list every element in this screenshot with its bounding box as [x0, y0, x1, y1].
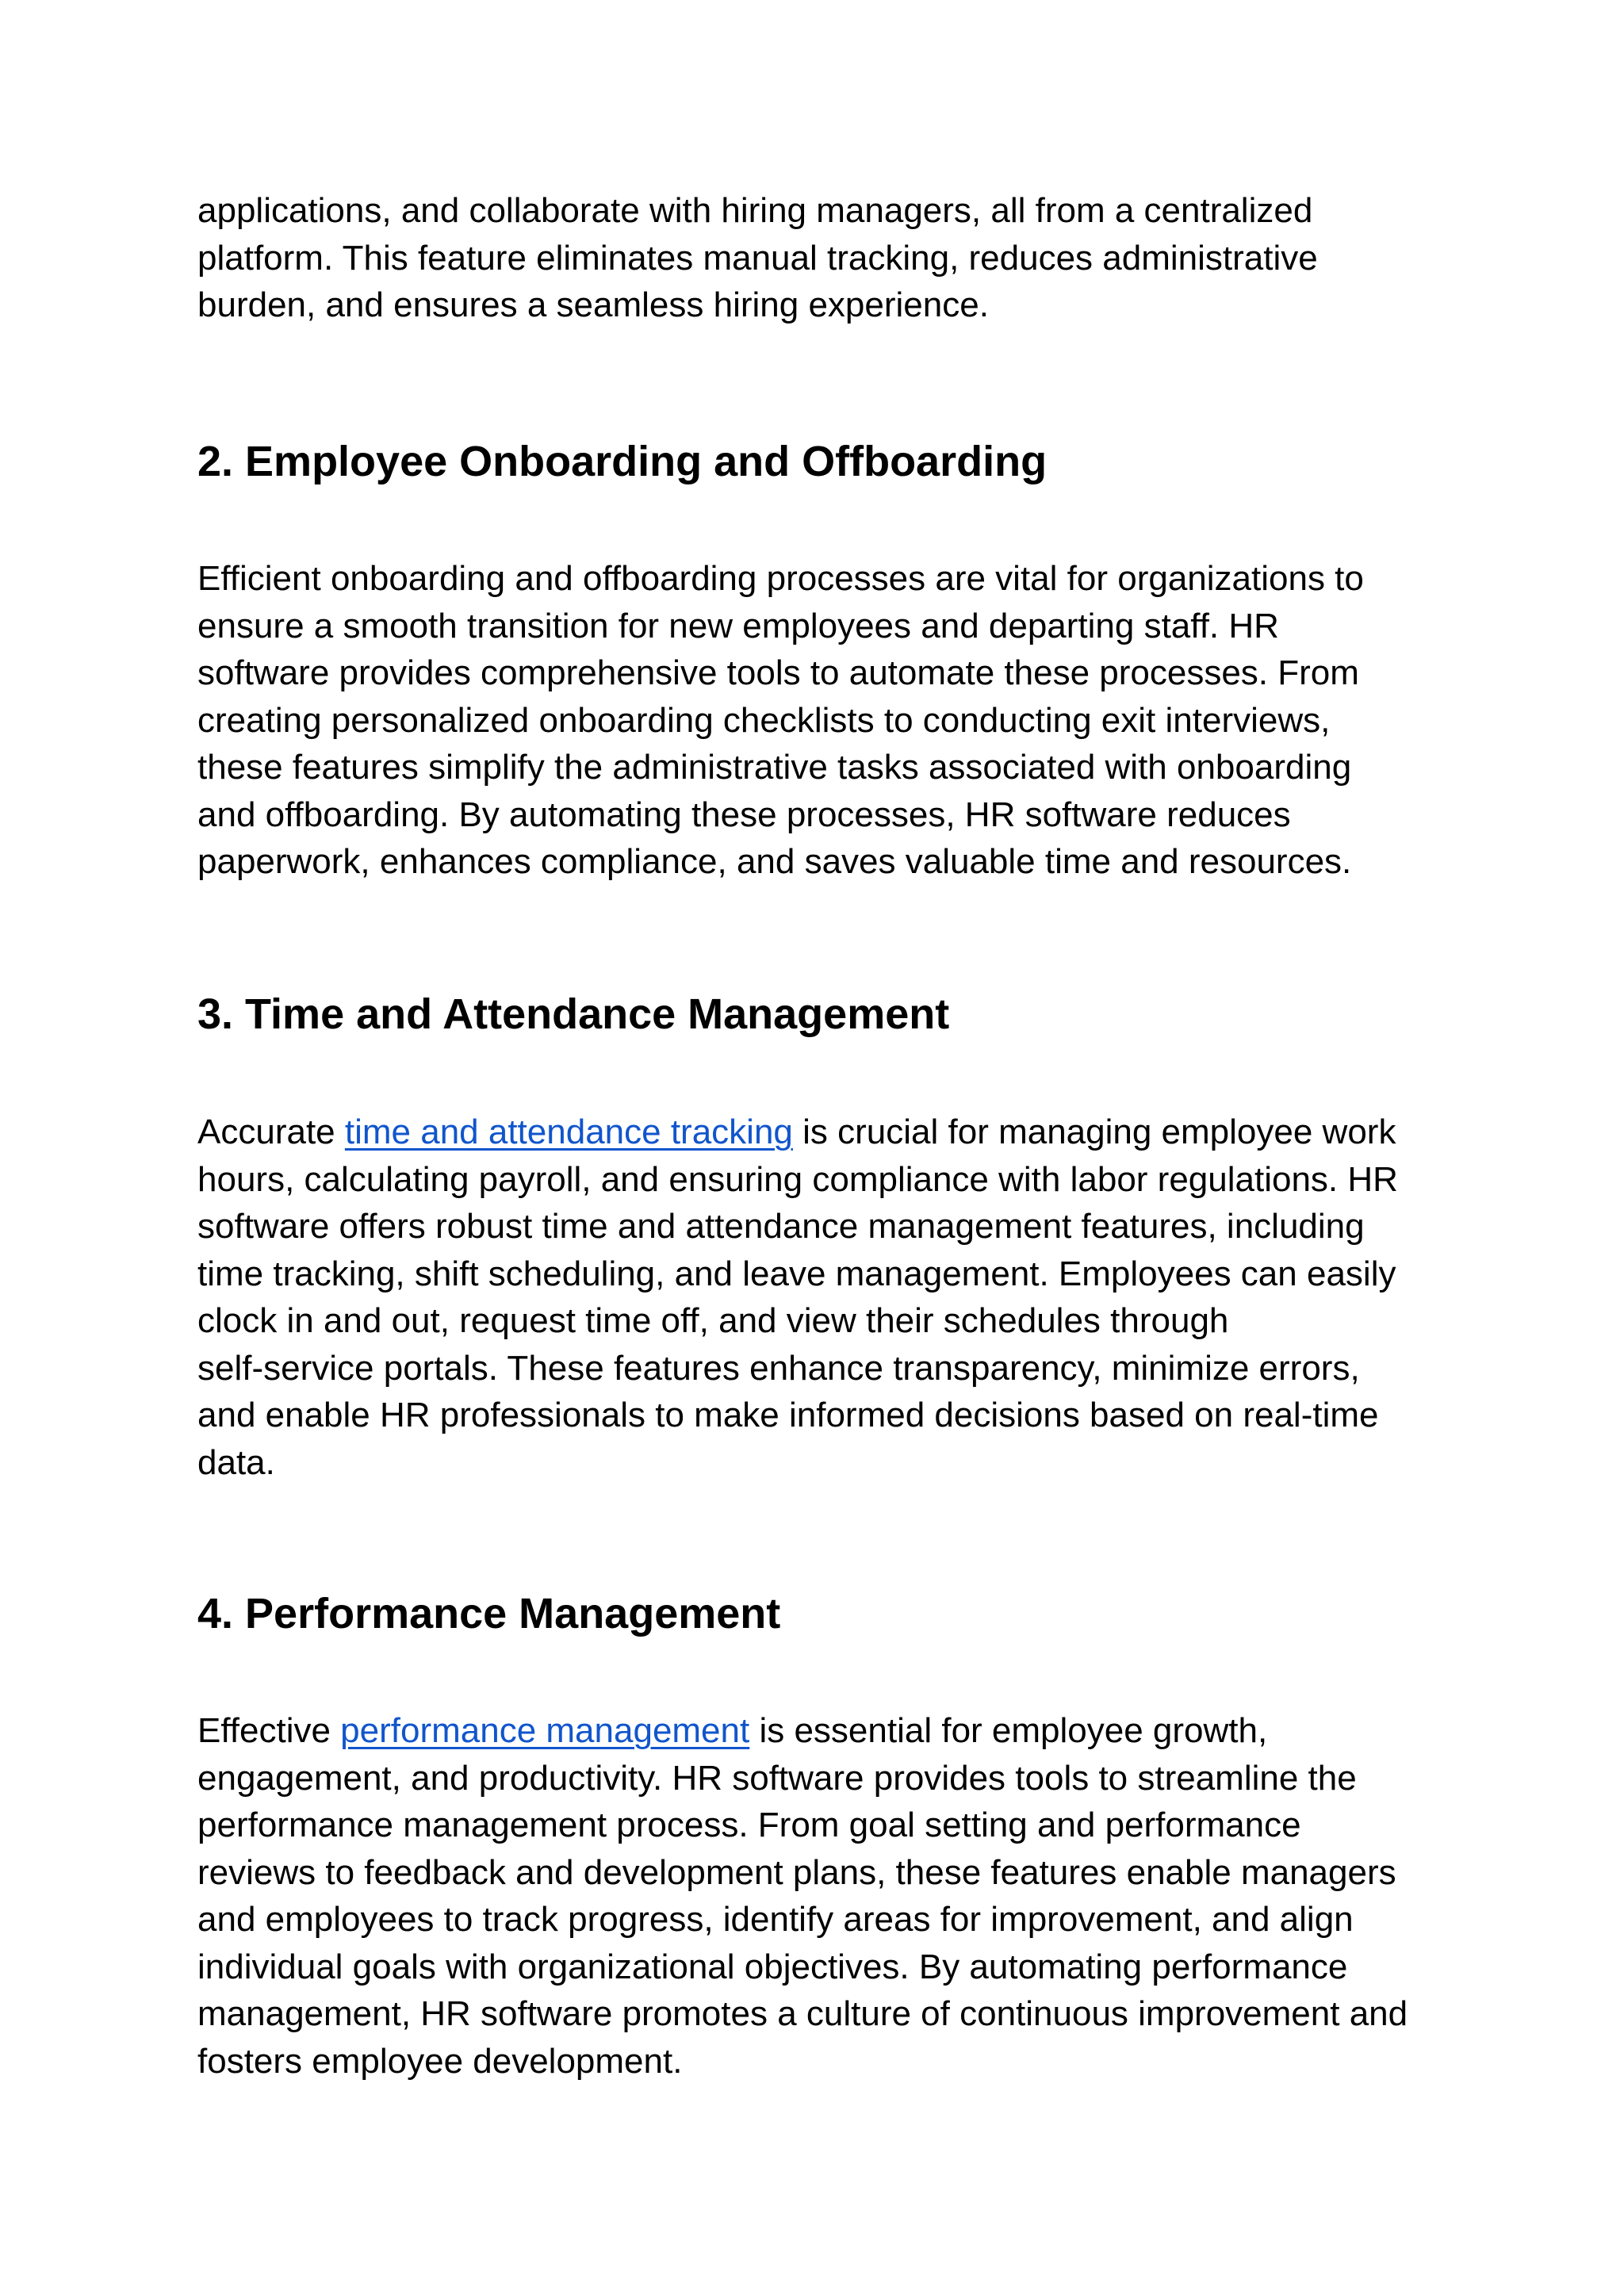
paragraph-line: and enable HR professionals to make informed decisions based on real-time	[197, 1396, 1379, 1434]
section-heading-time-attendance: 3. Time and Attendance Management	[197, 990, 950, 1038]
paragraph-line: performance management process. From goal setting and performance	[197, 1806, 1301, 1844]
paragraph-line	[197, 1707, 1408, 1755]
paragraph-line	[197, 1109, 1398, 1156]
paragraph-line: engagement, and productivity. HR software provides tools to streamline the	[197, 1758, 1357, 1798]
paragraph-line: fosters employee development.	[197, 2041, 683, 2081]
paragraph-line: burden, and ensures a seamless hiring experience.	[197, 285, 989, 324]
section-heading-onboarding: 2. Employee Onboarding and Offboarding	[197, 438, 1048, 485]
section-heading-performance: 4. Performance Management	[197, 1590, 781, 1637]
paragraph-line: data.	[197, 1442, 275, 1482]
paragraph-line: reviews to feedback and development plans, these features enable managers	[197, 1852, 1396, 1892]
text-segment: Effective	[197, 1711, 341, 1750]
paragraph-line: creating personalized onboarding checklists to conducting exit interviews,	[197, 700, 1331, 740]
intro-paragraph	[197, 187, 1318, 329]
text-segment: Accurate	[197, 1113, 345, 1151]
paragraph-line: clock in and out, request time off, and view their schedules through	[197, 1301, 1229, 1340]
paragraph-line: applications, and collaborate with hiring managers, all from a centralized	[197, 191, 1313, 230]
paragraph-line: time tracking, shift scheduling, and leave management. Employees can easily	[197, 1254, 1396, 1293]
paragraph-line: management, HR software promotes a culture of continuous improvement and	[197, 1994, 1408, 2033]
onboarding-paragraph	[197, 555, 1364, 886]
text-segment: is crucial for managing employee work	[792, 1113, 1396, 1151]
text-segment: is essential for employee growth,	[749, 1711, 1268, 1750]
paragraph-line: platform. This feature eliminates manual tracking, reduces administrative	[197, 238, 1318, 278]
performance-management-link[interactable]: performance management	[340, 1711, 750, 1750]
paragraph-line: these features simplify the administrative tasks associated with onboarding	[197, 748, 1352, 787]
paragraph-line: software provides comprehensive tools to automate these processes. From	[197, 653, 1359, 692]
paragraph-line: self-service portals. These features enhance transparency, minimize errors,	[197, 1348, 1360, 1388]
paragraph-line: and employees to track progress, identify areas for improvement, and align	[197, 1900, 1354, 1939]
paragraph-line: and offboarding. By automating these processes, HR software reduces	[197, 795, 1291, 834]
paragraph-line: ensure a smooth transition for new employees and departing staff. HR	[197, 606, 1279, 645]
paragraph-line: Efficient onboarding and offboarding processes are vital for organizations to	[197, 559, 1364, 598]
paragraph-line: individual goals with organizational objectives. By automating performance	[197, 1947, 1348, 1986]
paragraph-line: software offers robust time and attendance management features, including	[197, 1207, 1365, 1246]
time-attendance-tracking-link[interactable]: time and attendance tracking	[344, 1113, 793, 1151]
paragraph-line: paperwork, enhances compliance, and saves valuable time and resources.	[197, 842, 1352, 881]
paragraph-line: hours, calculating payroll, and ensuring compliance with labor regulations. HR	[197, 1159, 1398, 1199]
performance-paragraph	[197, 1707, 1408, 2085]
time-attendance-paragraph	[197, 1109, 1398, 1486]
